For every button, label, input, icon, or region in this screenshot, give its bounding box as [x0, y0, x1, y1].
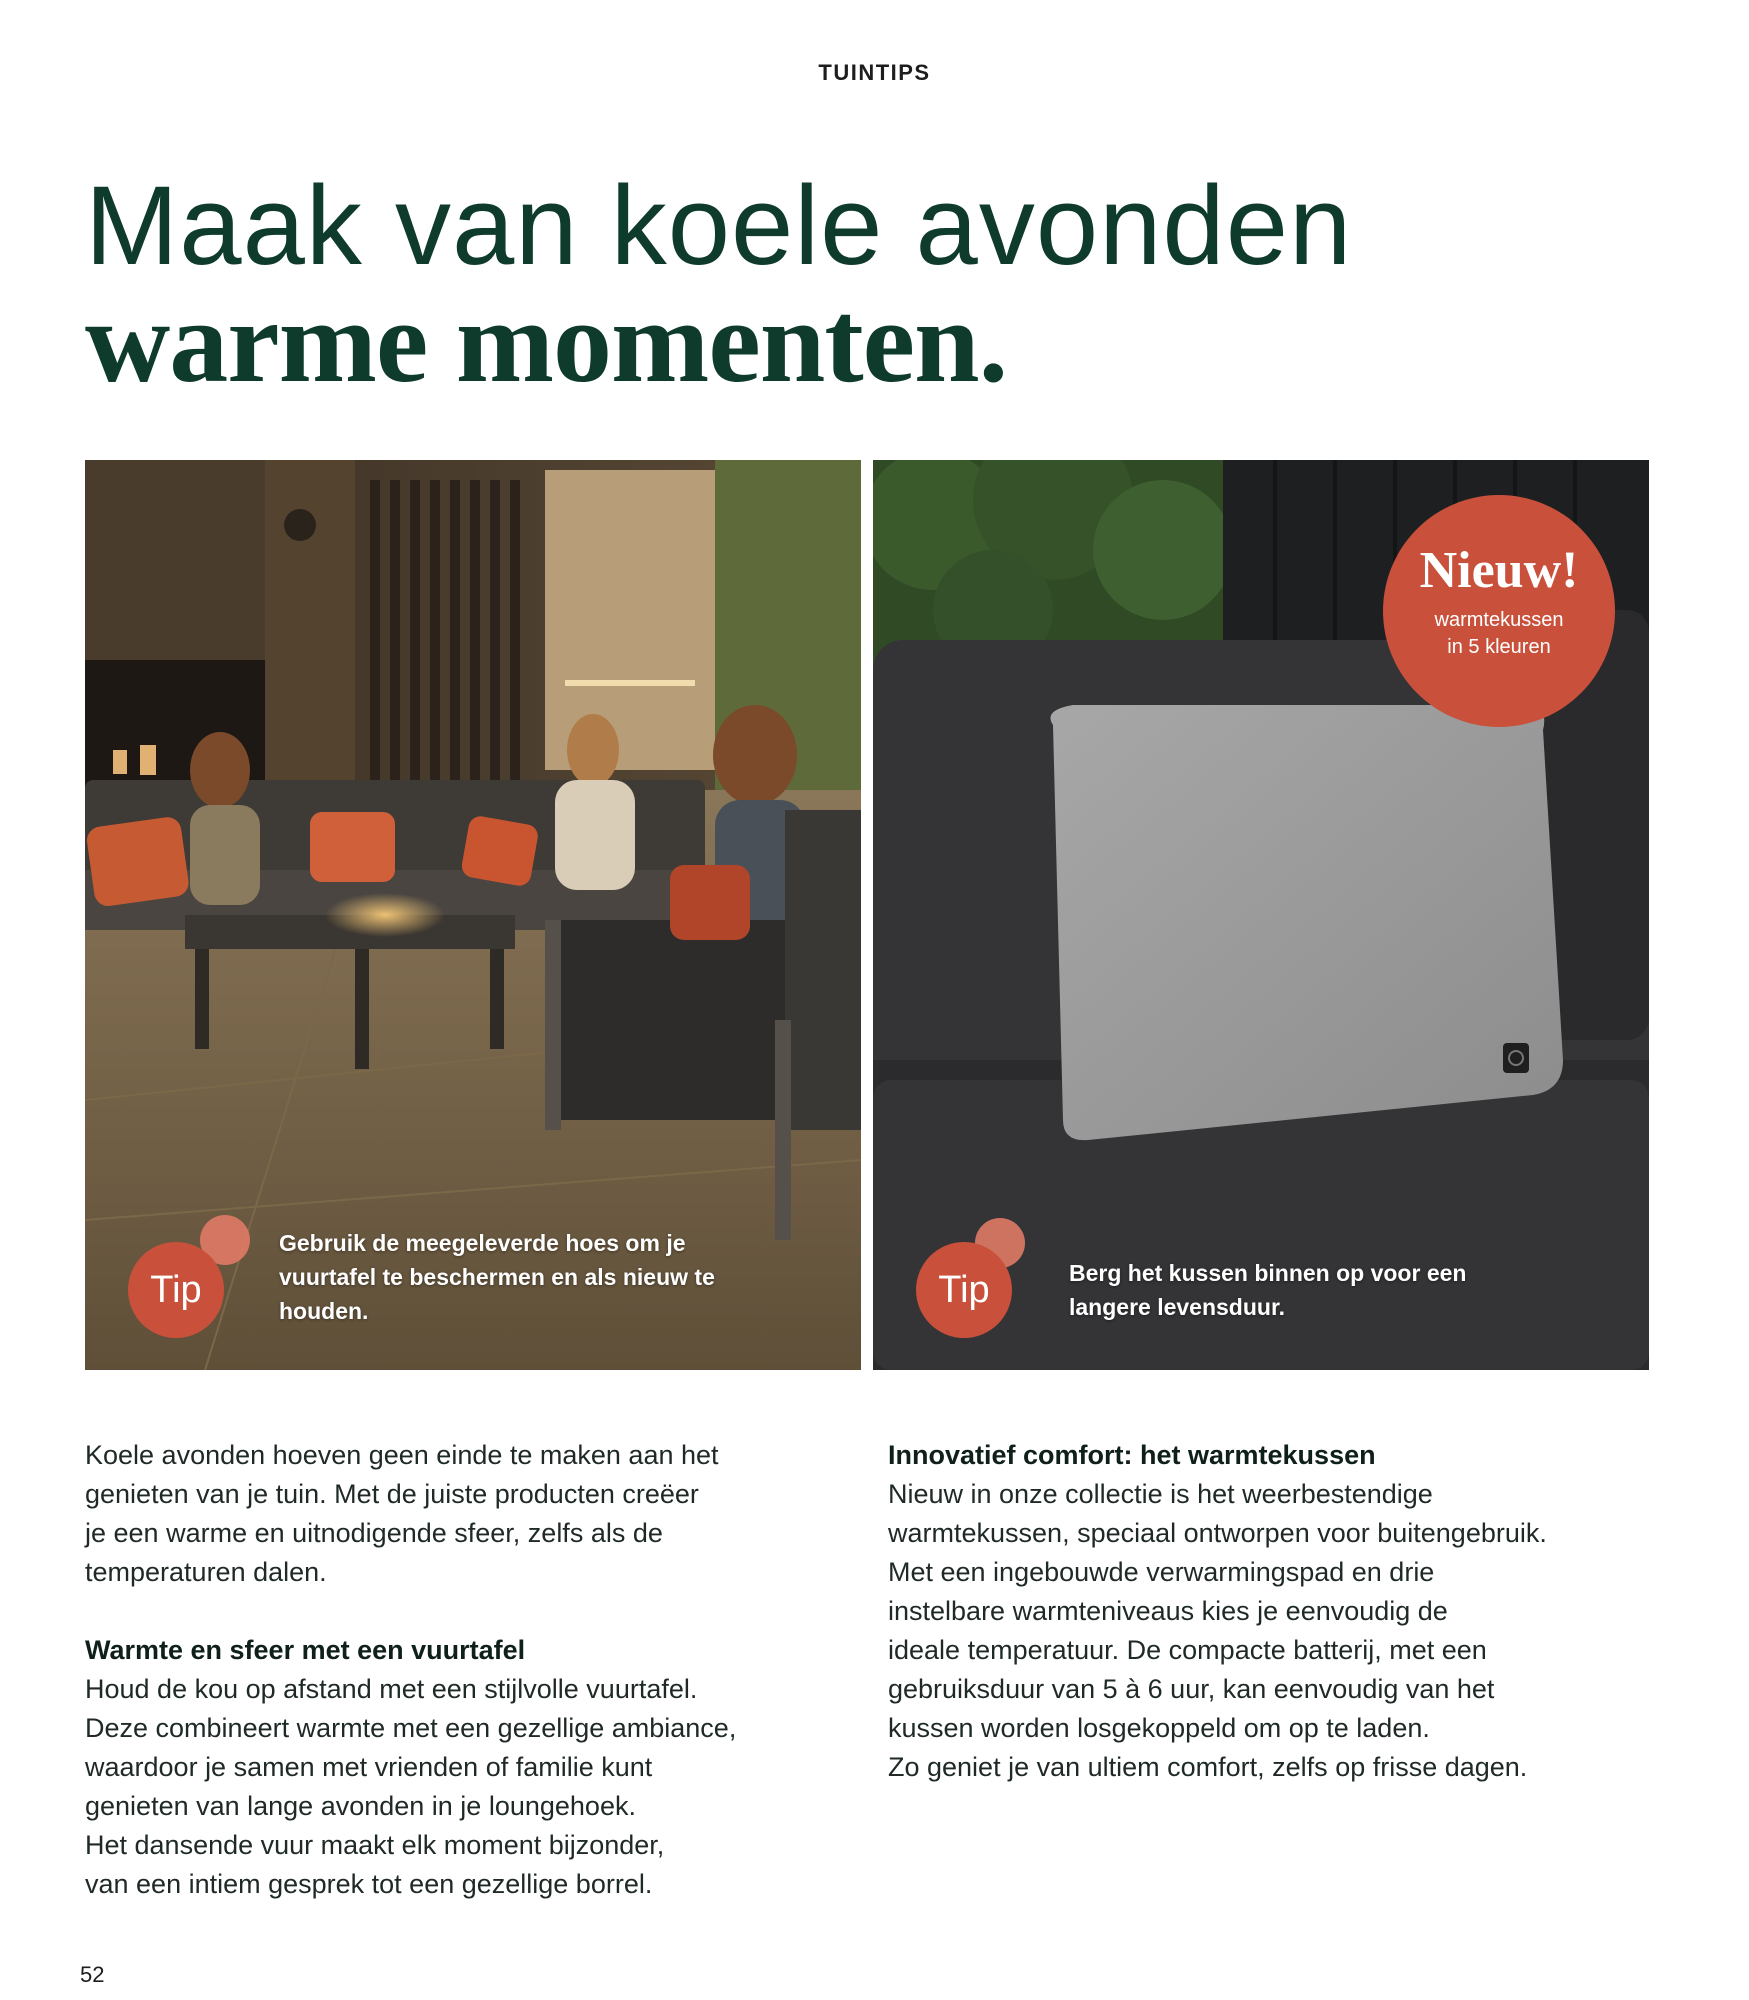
- warmtekussen-heading: Innovatief comfort: het warmtekussen: [888, 1440, 1376, 1470]
- tip-badge: [916, 1242, 1012, 1338]
- warmtekussen-photo: [873, 460, 1649, 1370]
- new-badge-title: Nieuw!: [1419, 542, 1579, 599]
- intro-paragraph: Koele avonden hoeven geen einde te maken aan het genieten van je tuin. Met de juiste producten creëer je een warme en uitnodigende sfeer, zelfs als de temperaturen dalen.: [85, 1440, 719, 1587]
- vuurtafel-heading: Warmte en sfeer met een vuurtafel: [85, 1635, 526, 1665]
- vuurtafel-paragraph: Houd de kou op afstand met een stijlvolle vuurtafel. Deze combineert warmte met een gezellige ambiance, waardoor je samen met vrienden of familie kunt genieten van lange avonden in je loungehoek. Het dansende vuur maakt elk moment bijzonder, van een intiem gesprek tot een gezellige borrel.: [85, 1674, 737, 1899]
- tip-text: Berg het kussen binnen op voor een langere levensduur.: [1069, 1260, 1467, 1320]
- lounge-photo: [85, 460, 861, 1370]
- new-badge-text: warmtekussen in 5 kleuren: [1434, 609, 1564, 658]
- body-left-column: [85, 1436, 845, 1904]
- body-right-column: [888, 1436, 1688, 1787]
- new-product-badge: [1383, 495, 1615, 727]
- tip-label: Tip: [150, 1268, 202, 1311]
- tip-text: Gebruik de meegeleverde hoes om je vuurtafel te beschermen en als nieuw te houden.: [279, 1230, 715, 1324]
- section-label: TUINTIPS: [818, 60, 931, 85]
- headline-line-1: Maak van koele avonden: [85, 163, 1353, 288]
- tip-label: Tip: [938, 1268, 990, 1311]
- headline: [85, 163, 1353, 407]
- page-number: 52: [80, 1962, 105, 1987]
- warmtekussen-paragraph: Nieuw in onze collectie is het weerbestendige warmtekussen, speciaal ontworpen voor buitengebruik. Met een ingebouwde verwarmingspad en drie instelbare warmteniveaus kies je eenvoudig de ideale temperatuur. De compacte batterij, met een gebruiksduur van 5 à 6 uur, kan eenvoudig van het kussen worden losgekoppeld om op te laden. Zo geniet je van ultiem comfort, zelfs op frisse dagen.: [888, 1479, 1547, 1782]
- tip-badge: [128, 1242, 224, 1338]
- headline-line-2: warme momenten.: [85, 276, 1008, 407]
